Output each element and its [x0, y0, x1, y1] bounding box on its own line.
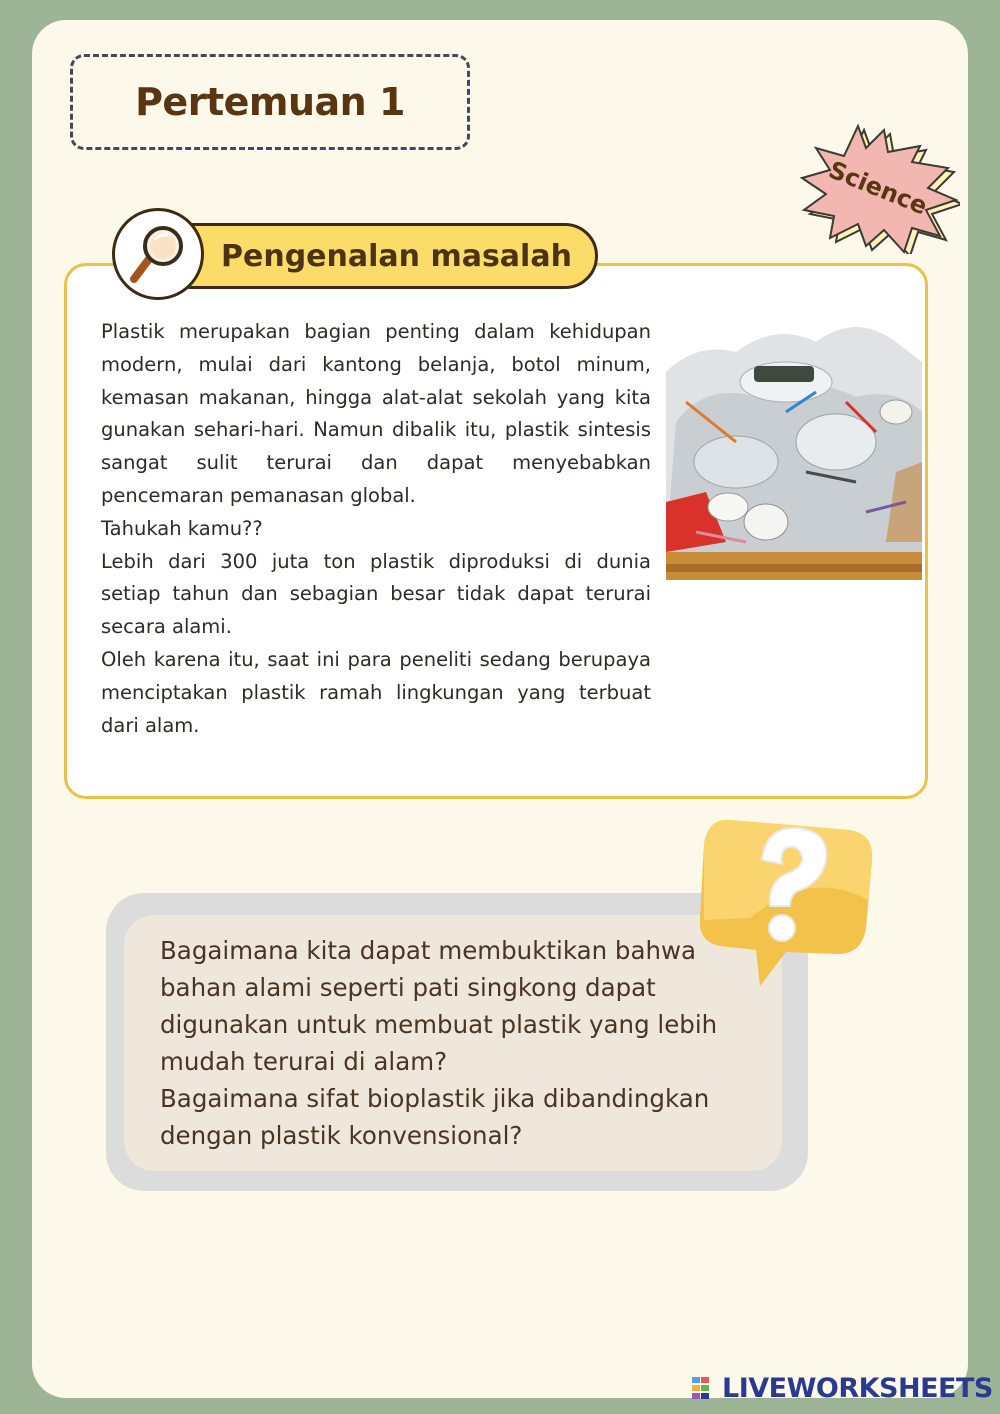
intro-text	[101, 316, 651, 742]
science-label: Science	[824, 155, 932, 221]
section-heading-pill	[158, 223, 598, 289]
paragraph-1: Plastik merupakan bagian penting dalam kehidupan modern, mulai dari kantong belanja, botol minum, kemasan makanan, hingga alat-alat sekolah yang kita gunakan sehari-hari. Namun dibalik itu, plastik sintesis sangat sulit terurai dan dapat menyebabkan pencemaran pemanasan global.	[101, 320, 651, 507]
brand-name: LIVEWORKSHEETS	[722, 1372, 993, 1404]
page-title: Pertemuan 1	[135, 80, 405, 124]
question-2: Bagaimana sifat bioplastik jika dibandingkan dengan plastik konvensional?	[160, 1084, 710, 1150]
paragraph-3: Lebih dari 300 juta ton plastik diproduksi di dunia setiap tahun dan sebagian besar tidak dapat terurai secara alami.	[101, 549, 651, 639]
question-bubble-icon	[690, 808, 880, 993]
plastic-waste-photo	[666, 302, 922, 580]
liveworksheets-logo-icon	[692, 1377, 718, 1399]
magnifier-icon	[127, 223, 189, 285]
title-box	[70, 54, 470, 150]
question-text	[160, 932, 760, 1154]
magnifier-badge	[112, 208, 204, 300]
footer-brand[interactable]	[692, 1372, 993, 1404]
section-heading: Pengenalan masalah	[221, 238, 572, 274]
paragraph-2: Tahukah kamu??	[101, 516, 263, 540]
science-badge	[800, 118, 960, 254]
question-1: Bagaimana kita dapat membuktikan bahwa bahan alami seperti pati singkong dapat digunakan untuk membuat plastik yang lebih mudah terurai di alam?	[160, 936, 718, 1076]
paragraph-4: Oleh karena itu, saat ini para peneliti sedang berupaya menciptakan plastik ramah lingkungan yang terbuat dari alam.	[101, 647, 651, 737]
